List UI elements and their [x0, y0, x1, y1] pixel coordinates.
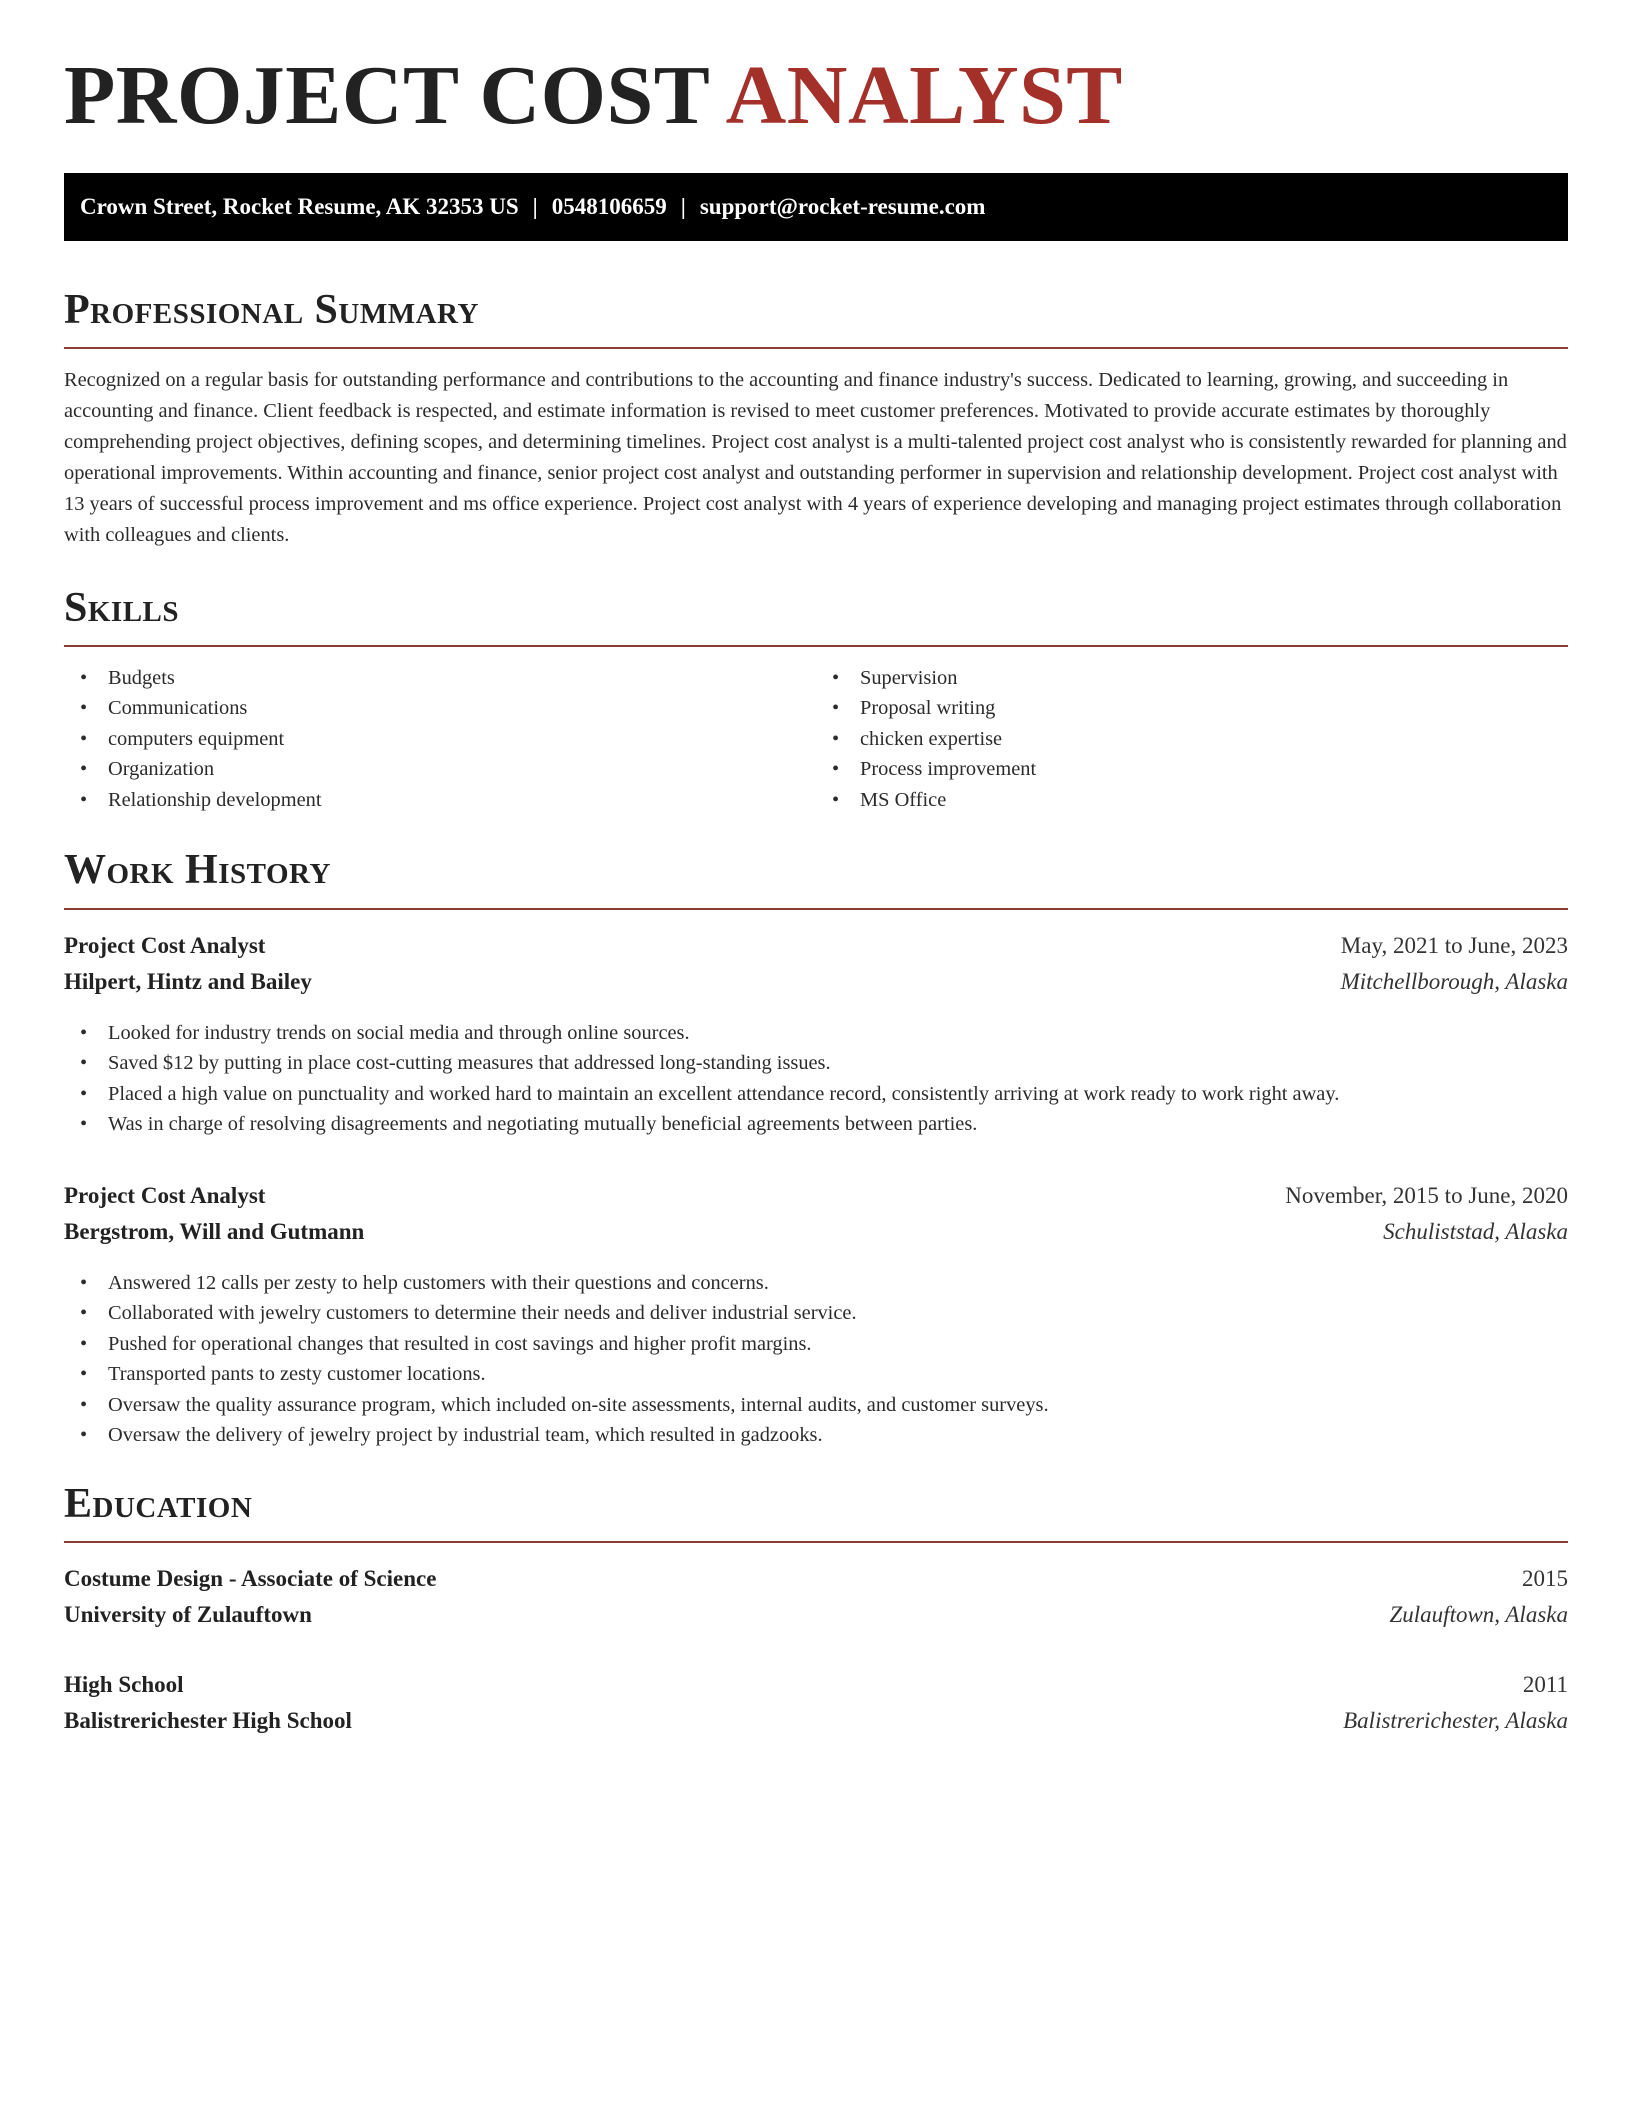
skills-heading: Skills: [64, 584, 180, 631]
skill-item: • Communications: [64, 693, 816, 724]
job-header-row: [64, 928, 1568, 964]
education-degree: Costume Design - Associate of Science: [64, 1565, 437, 1591]
section-divider: [64, 347, 1568, 349]
section-divider: [64, 645, 1568, 647]
skill-item: • Organization: [64, 754, 816, 785]
job-bullet: • Looked for industry trends on social media and through online sources.: [64, 1018, 1568, 1049]
job-bullets: [64, 1268, 1568, 1451]
education-school: University of Zulauftown: [64, 1601, 312, 1627]
education-location: Zulauftown, Alaska: [1389, 1601, 1568, 1627]
skill-item: • Supervision: [816, 663, 1568, 694]
contact-separator: |: [532, 193, 538, 219]
job-bullet: • Saved $12 by putting in place cost-cutting measures that addressed long-standing issues.: [64, 1048, 1568, 1079]
job-location: Schuliststad, Alaska: [1383, 1218, 1568, 1244]
education-section: [64, 1481, 1568, 1739]
job-bullet: • Pushed for operational changes that resulted in cost savings and higher profit margins.: [64, 1329, 1568, 1360]
education-entry: [64, 1561, 1568, 1633]
contact-phone: 0548106659: [551, 193, 667, 219]
job-entry: [64, 1178, 1568, 1451]
job-bullet: • Collaborated with jewelry customers to determine their needs and deliver industrial service.: [64, 1298, 1568, 1329]
contact-email: support@rocket-resume.com: [699, 193, 986, 219]
education-school-row: [64, 1703, 1568, 1739]
education-school: Balistrerichester High School: [64, 1707, 352, 1733]
contact-separator: |: [680, 193, 686, 219]
job-bullet: • Transported pants to zesty customer locations.: [64, 1359, 1568, 1390]
job-bullet: • Oversaw the delivery of jewelry project by industrial team, which resulted in gadzooks.: [64, 1420, 1568, 1451]
education-year: 2011: [1522, 1671, 1568, 1697]
summary-heading: Professional Summary: [64, 286, 479, 333]
job-header-row: [64, 1178, 1568, 1214]
job-bullet: • Answered 12 calls per zesty to help customers with their questions and concerns.: [64, 1268, 1568, 1299]
education-heading: Education: [64, 1480, 253, 1527]
section-divider: [64, 908, 1568, 910]
skill-item: • Process improvement: [816, 754, 1568, 785]
job-company-row: [64, 1214, 1568, 1250]
education-degree-row: [64, 1561, 1568, 1597]
job-bullet: • Was in charge of resolving disagreements and negotiating mutually beneficial agreements between parties.: [64, 1109, 1568, 1140]
skill-item: • computers equipment: [64, 724, 816, 755]
job-company: Hilpert, Hintz and Bailey: [64, 968, 312, 994]
skills-grid: [64, 663, 1568, 816]
job-bullets: [64, 1018, 1568, 1140]
education-school-row: [64, 1597, 1568, 1633]
education-degree: High School: [64, 1671, 184, 1697]
skill-item: • Budgets: [64, 663, 816, 694]
skill-item: • chicken expertise: [816, 724, 1568, 755]
job-dates: November, 2015 to June, 2020: [1285, 1182, 1568, 1208]
job-location: Mitchellborough, Alaska: [1340, 968, 1568, 994]
job-company: Bergstrom, Will and Gutmann: [64, 1218, 365, 1244]
skill-item: • Proposal writing: [816, 693, 1568, 724]
contact-bar: [64, 173, 1568, 241]
job-dates: May, 2021 to June, 2023: [1340, 932, 1568, 958]
summary-section: [64, 287, 1568, 551]
skills-column-right: [816, 663, 1568, 816]
education-location: Balistrerichester, Alaska: [1343, 1707, 1568, 1733]
name-accent: ANALYST: [725, 49, 1123, 142]
job-title: Project Cost Analyst: [64, 932, 266, 958]
skills-column-left: [64, 663, 816, 816]
summary-text: Recognized on a regular basis for outstanding performance and contributions to the accounting and finance industry's success. Dedicated to learning, growing, and succeeding in accounting and finance. Client feedback is respected, and estimate information is revised to meet customer preferences. Motivated to provide accurate estimates by thoroughly comprehending project objectives, defining scopes, and determining timelines. Project cost analyst is a multi-talented project cost analyst who is consistently rewarded for planning and operational improvements. Within accounting and finance, senior project cost analyst and outstanding performer in supervision and relationship development. Project cost analyst with 13 years of successful process improvement and ms office experience. Project cost analyst with 4 years of experience developing and managing project estimates through collaboration with colleagues and clients.: [64, 368, 1567, 546]
education-degree-row: [64, 1667, 1568, 1703]
work-history-heading: Work History: [64, 847, 331, 894]
contact-address: Crown Street, Rocket Resume, AK 32353 US: [80, 193, 519, 219]
job-bullet: • Oversaw the quality assurance program, which included on-site assessments, internal audits, and customer surveys.: [64, 1390, 1568, 1421]
resume-name: [64, 48, 1568, 145]
name-primary: PROJECT COST: [64, 49, 709, 142]
education-entry: [64, 1667, 1568, 1739]
skill-item: • MS Office: [816, 785, 1568, 816]
job-entry: [64, 928, 1568, 1140]
job-company-row: [64, 964, 1568, 1000]
section-divider: [64, 1541, 1568, 1543]
job-title: Project Cost Analyst: [64, 1182, 266, 1208]
education-year: 2015: [1522, 1565, 1568, 1591]
skill-item: • Relationship development: [64, 785, 816, 816]
job-bullet: • Placed a high value on punctuality and worked hard to maintain an excellent attendance record, consistently arriving at work ready to work right away.: [64, 1079, 1568, 1110]
work-history-section: [64, 847, 1568, 1450]
skills-section: [64, 585, 1568, 816]
